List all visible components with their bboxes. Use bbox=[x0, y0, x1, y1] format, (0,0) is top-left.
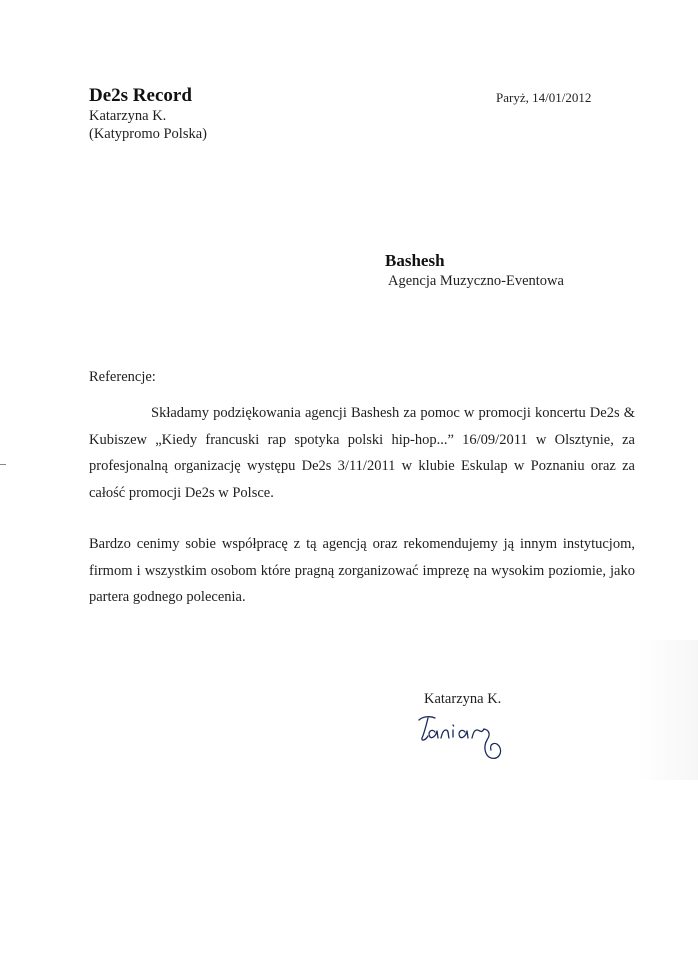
signatory-name: Katarzyna K. bbox=[424, 691, 502, 707]
letter-date: Paryż, 14/01/2012 bbox=[496, 90, 592, 105]
body-paragraph-1: Składamy podziękowania agencji Bashesh za pomoc w promocji koncertu De2s & Kubiszew „Kiedy francuski rap spotyka polski hip-hop...” 16/09/2011 w Olsztynie, za profesjonalną organizację występu De2s 3/11/2011 w klubie Eskulap w Poznaniu oraz za całość promocji De2s w Polsce. bbox=[89, 405, 635, 501]
sender-organization: (Katypromo Polska) bbox=[89, 126, 207, 142]
scan-shadow bbox=[638, 640, 698, 780]
sender-name: Katarzyna K. bbox=[89, 108, 167, 124]
body-paragraph-2: Bardzo cenimy sobie współpracę z tą agencją oraz rekomendujemy ją innym instytucjom, firmom i wszystkim osobom które pragną zorganizować imprezę na wysokim poziomie, jako partera godnego polecenia. bbox=[89, 536, 635, 605]
handwritten-signature bbox=[413, 708, 513, 768]
company-name: De2s Record bbox=[89, 85, 192, 106]
scan-margin-mark bbox=[0, 464, 6, 465]
recipient-organization: Agencja Muzyczno-Eventowa bbox=[388, 273, 564, 289]
recipient-name: Bashesh bbox=[385, 251, 445, 270]
references-heading: Referencje: bbox=[89, 369, 156, 385]
